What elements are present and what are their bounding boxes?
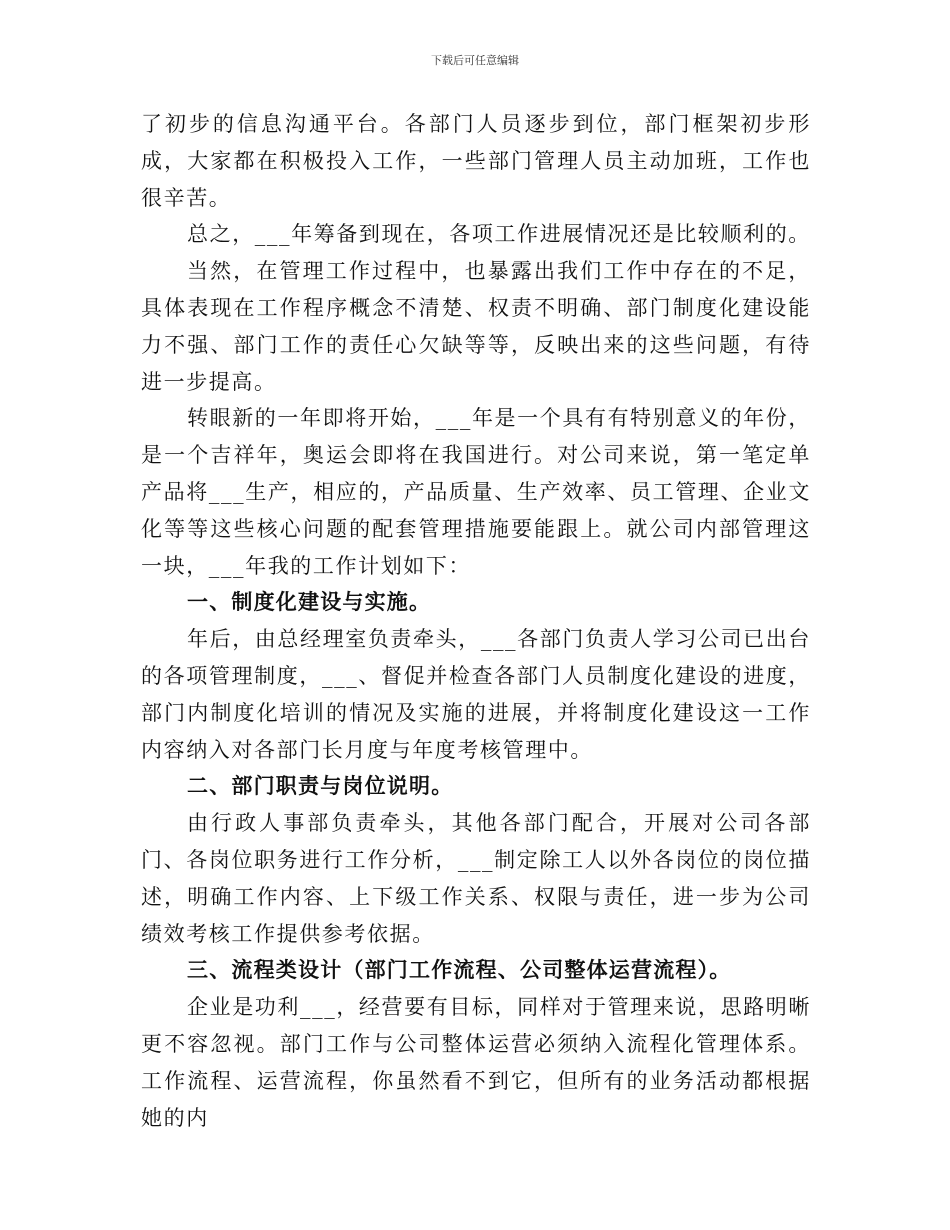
section-heading: 一、制度化建设与实施。 (187, 590, 432, 615)
paragraph: 企业是功利___，经营要有目标，同样对于管理来说，思路明晰更不容忽视。部门工作与公司整体运营必须纳入流程化管理体系。工作流程、运营流程，你虽然看不到它，但所有的业务活动都根据她的内 (141, 995, 811, 1130)
document-body (141, 106, 811, 1136)
paragraph: 转眼新的一年即将开始，___年是一个具有有特别意义的年份，是一个吉祥年，奥运会即将在我国进行。对公司来说，第一笔定单产品将___生产，相应的，产品质量、生产效率、员工管理、企业文化等等这些核心问题的配套管理措施要能跟上。就公司内部管理这一块，___年我的工作计划如下： (141, 406, 811, 578)
section-heading: 三、流程类设计（部门工作流程、公司整体运营流程）。 (187, 958, 732, 983)
paragraph: 了初步的信息沟通平台。各部门人员逐步到位，部门框架初步形成，大家都在积极投入工作，一些部门管理人员主动加班，工作也很辛苦。 (141, 112, 811, 210)
paragraph: 当然，在管理工作过程中，也暴露出我们工作中存在的不足，具体表现在工作程序概念不清楚、权责不明确、部门制度化建设能力不强、部门工作的责任心欠缺等等，反映出来的这些问题，有待进一步提高。 (141, 259, 811, 394)
paragraph: 年后，由总经理室负责牵头，___各部门负责人学习公司已出台的各项管理制度，___、督促并检查各部门人员制度化建设的进度，部门内制度化培训的情况及实施的进展，并将制度化建设这一工作内容纳入对各部门长月度与年度考核管理中。 (141, 627, 811, 762)
section-heading: 二、部门职责与岗位说明。 (187, 774, 454, 799)
paragraph: 总之，___年筹备到现在，各项工作进展情况还是比较顺利的。 (187, 222, 811, 247)
paragraph: 由行政人事部负责牵头，其他各部门配合，开展对公司各部门、各岗位职务进行工作分析，___制定除工人以外各岗位的岗位描述，明确工作内容、上下级工作关系、权限与责任，进一步为公司绩效考核工作提供参考依据。 (141, 811, 811, 946)
page-header: 下载后可任意编辑 (431, 54, 519, 67)
